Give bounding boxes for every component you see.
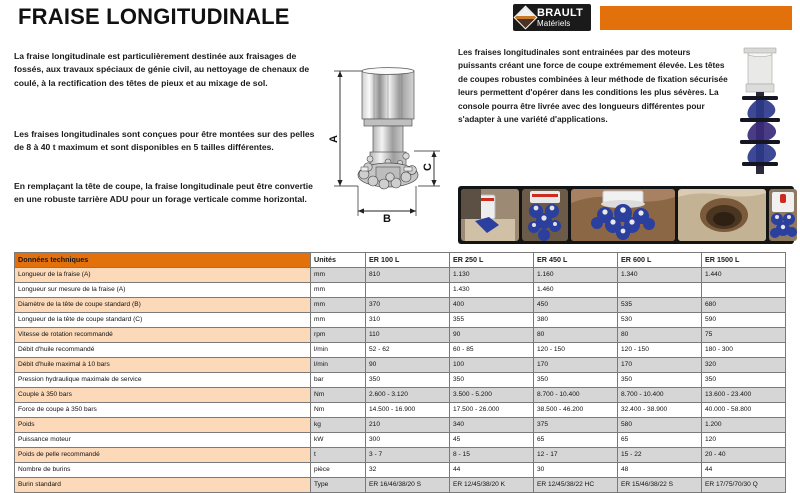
table-row-unit: pièce [311,463,366,478]
table-cell-value: 450 [534,298,618,313]
description-paragraph: Les fraises longitudinales sont entrainées par des moteurs puissants créant une force de coupe extrémement élevée. Les têtes de coupes robustes combinées à leur méthode de fixation sécurisée leurs permettent d'opérer dans les conditions les plus sévères. La console pourra être livrée avec des longueurs différentes pour s'adapter à une variété d'applications. [458,47,728,125]
table-cell-value: 1.460 [534,283,618,298]
photo-cutter-head-mounted [461,189,519,241]
table-cell-value: 1.440 [702,268,786,283]
table-cell-value: 375 [534,418,618,433]
table-row [15,388,786,403]
photo-auger-detail [769,189,797,241]
table-cell-value: 320 [702,358,786,373]
auger-svg [732,46,788,178]
table-col-er1500l: ER 1500 L [702,253,786,268]
table-cell-value: 100 [450,358,534,373]
photo-strip [458,186,794,244]
table-row-label: Nombre de burins [15,463,311,478]
table-cell-value: 1.340 [618,268,702,283]
table-cell-value: 120 - 150 [618,343,702,358]
cutter-diagram-svg [318,55,458,235]
table-cell-value: ER 12/45/38/20 K [450,478,534,493]
table-cell-value: 380 [534,313,618,328]
table-col-unites: Unités [311,253,366,268]
table-row-unit: Nm [311,403,366,418]
header-accent-bar [600,6,792,30]
table-row-label: Diamètre de la tête de coupe standard (B) [15,298,311,313]
table-row-label: Vitesse de rotation recommandé [15,328,311,343]
table-row-label: Puissance moteur [15,433,311,448]
table-row-label: Longueur sur mesure de la fraise (A) [15,283,311,298]
table-row [15,298,786,313]
table-cell-value: 120 - 150 [534,343,618,358]
table-cell-value: 1.160 [534,268,618,283]
table-row-unit: l/min [311,343,366,358]
table-row-label: Force de coupe à 350 bars [15,403,311,418]
intro-paragraph-2: Les fraises longitudinales sont conçues pour être montées sur des pelles de 8 à 40 t maximum et sont disponibles en 5 tailles différentes. [14,129,315,153]
logo-brand-text: BRAULT [537,6,584,19]
table-row-label: Débit d'huile recommandé [15,343,311,358]
logo-sub-text: Matériels [537,18,571,28]
table-cell-value: 14.500 - 16.900 [366,403,450,418]
page-title: FRAISE LONGITUDINALE [18,4,290,29]
table-row-unit: kW [311,433,366,448]
table-row [15,268,786,283]
table-row-unit: Nm [311,388,366,403]
table-cell-value: 350 [618,373,702,388]
brault-logo [513,4,591,31]
table-cell-value: 350 [534,373,618,388]
table-cell-value: 60 - 85 [450,343,534,358]
table-cell-value: 350 [702,373,786,388]
table-cell-value [366,283,450,298]
table-cell-value: 20 - 40 [702,448,786,463]
table-cell-value: 8.700 - 10.400 [534,388,618,403]
table-row-label: Poids [15,418,311,433]
table-cell-value: 350 [366,373,450,388]
table-row-unit: mm [311,283,366,298]
table-cell-value: 17.500 - 26.000 [450,403,534,418]
table-cell-value: 75 [702,328,786,343]
table-row [15,328,786,343]
table-row-unit: kg [311,418,366,433]
table-cell-value: 90 [366,358,450,373]
table-cell-value: 15 - 22 [618,448,702,463]
table-cell-value: 12 - 17 [534,448,618,463]
table-cell-value: 44 [450,463,534,478]
photo-cutter-drum-closeup [522,189,568,241]
dimension-label-c: C [421,163,434,171]
table-cell-value: ER 17/75/70/30 Q [702,478,786,493]
table-cell-value: 45 [450,433,534,448]
table-cell-value: ER 12/45/38/22 HC [534,478,618,493]
table-cell-value: 810 [366,268,450,283]
table-cell-value: 1.200 [702,418,786,433]
table-cell-value: 355 [450,313,534,328]
table-row-label: Débit d'huile maximal à 10 bars [15,358,311,373]
table-row [15,283,786,298]
table-cell-value: 110 [366,328,450,343]
table-cell-value [702,283,786,298]
table-cell-value: 530 [618,313,702,328]
table-cell-value: 44 [702,463,786,478]
table-cell-value: 170 [534,358,618,373]
table-cell-value: 38.500 - 46.200 [534,403,618,418]
table-row-unit: mm [311,298,366,313]
table-cell-value: 8.700 - 10.400 [618,388,702,403]
logo-wordmark [537,8,583,28]
table-cell-value: 180 - 300 [702,343,786,358]
table-cell-value: 65 [534,433,618,448]
table-row [15,433,786,448]
table-row [15,403,786,418]
table-cell-value: 370 [366,298,450,313]
table-cell-value: 300 [366,433,450,448]
table-row-unit: bar [311,373,366,388]
table-row-label: Burin standard [15,478,311,493]
table-row-unit: mm [311,268,366,283]
table-cell-value: 120 [702,433,786,448]
table-cell-value: 65 [618,433,702,448]
table-cell-value: 535 [618,298,702,313]
table-row-unit: mm [311,313,366,328]
table-row-label: Longueur de la tête de coupe standard (C) [15,313,311,328]
table-col-er450l: ER 450 L [534,253,618,268]
dimension-label-a: A [327,135,340,143]
table-row [15,373,786,388]
table-row [15,313,786,328]
table-cell-value: 680 [702,298,786,313]
table-cell-value: 590 [702,313,786,328]
table-col-er100l: ER 100 L [366,253,450,268]
table-cell-value: 2.600 - 3.120 [366,388,450,403]
table-row [15,358,786,373]
table-cell-value: 1.130 [450,268,534,283]
table-cell-value: 32 [366,463,450,478]
table-cell-value: 210 [366,418,450,433]
table-row [15,463,786,478]
table-row-label: Longueur de la fraise (A) [15,268,311,283]
table-title-cell: Données techniques [15,253,311,268]
table-col-er600l: ER 600 L [618,253,702,268]
table-cell-value: 1.430 [450,283,534,298]
table-cell-value: 3 - 7 [366,448,450,463]
table-cell-value: 340 [450,418,534,433]
table-row-label: Couple à 350 bars [15,388,311,403]
table-cell-value: 52 - 62 [366,343,450,358]
table-row [15,448,786,463]
table-row [15,343,786,358]
table-row-unit: Type [311,478,366,493]
table-body [15,268,786,493]
table-cell-value: 8 - 15 [450,448,534,463]
auger-photo [732,46,788,178]
table-row [15,418,786,433]
photo-cutter-in-trench [571,189,675,241]
table-cell-value: 580 [618,418,702,433]
table-cell-value: 80 [534,328,618,343]
table-row-unit: rpm [311,328,366,343]
table-cell-value: 30 [534,463,618,478]
dimension-label-b: B [383,213,391,225]
table-col-er250l: ER 250 L [450,253,534,268]
table-cell-value: 40.000 - 58.800 [702,403,786,418]
table-cell-value: ER 15/46/38/22 S [618,478,702,493]
table-cell-value: 400 [450,298,534,313]
table-header-row [15,253,786,268]
brault-diamond-logo-icon [513,5,537,29]
table-cell-value: 170 [618,358,702,373]
table-cell-value: 350 [450,373,534,388]
technical-drawing [318,55,458,235]
table-row-unit: l/min [311,358,366,373]
table-row [15,478,786,493]
table-cell-value [618,283,702,298]
page-header [0,0,800,40]
intro-paragraph-3: En remplaçant la tête de coupe, la fraise longitudinale peut être convertie en une robuste tarrière ADU pour un forage verticale comme horizontal. [14,181,313,205]
table-row-label: Pression hydraulique maximale de service [15,373,311,388]
table-cell-value: 32.400 - 38.900 [618,403,702,418]
table-cell-value: 13.600 - 23.400 [702,388,786,403]
table-cell-value: 310 [366,313,450,328]
table-cell-value: 48 [618,463,702,478]
technical-data-table [14,252,786,493]
table-cell-value: 90 [450,328,534,343]
table-cell-value: 3.500 - 5.200 [450,388,534,403]
table-cell-value: ER 16/46/38/20 S [366,478,450,493]
intro-paragraph-1: La fraise longitudinale est particulièrement destinée aux fraisages de fossés, aux travaux spéciaux de génie civil, au nettoyage de chenaux de coulé, à la rectification des têtes de pieux et au mixage de sol. [14,51,310,88]
table-row-unit: t [311,448,366,463]
table-cell-value: 80 [618,328,702,343]
table-row-label: Poids de pelle recommandé [15,448,311,463]
table-head [15,253,786,268]
photo-drilled-hole [678,189,766,241]
